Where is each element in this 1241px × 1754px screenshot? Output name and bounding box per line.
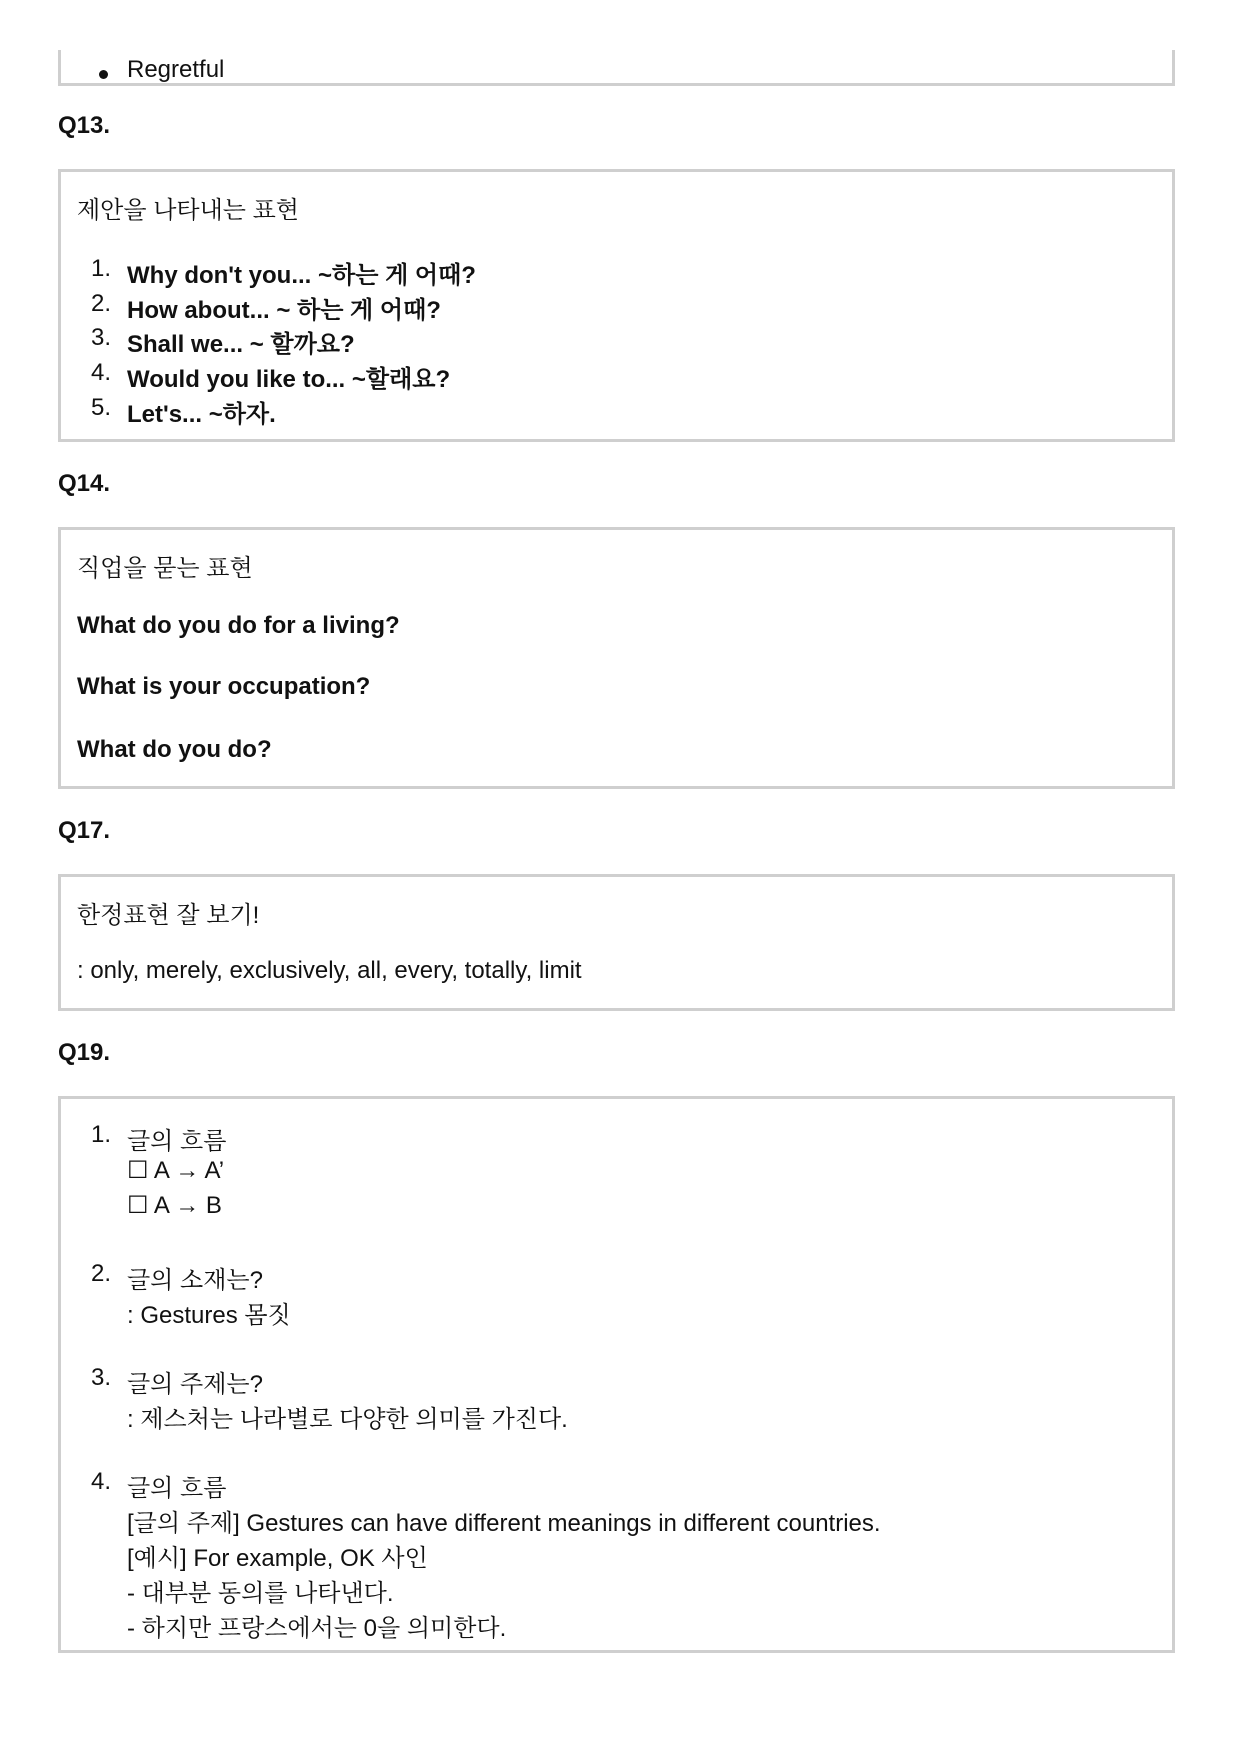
answer-box-q13	[58, 169, 1175, 442]
answer-box-q17	[58, 874, 1175, 1011]
bullet-icon	[99, 70, 108, 79]
item-line: [예시] For example, OK 사인	[127, 1545, 428, 1572]
top-answer-box	[58, 50, 1175, 86]
question-heading-q13: Q13.	[58, 112, 111, 139]
item-line: ☐ A → A’	[127, 1157, 225, 1184]
list-number: 3.	[90, 324, 111, 351]
list-item: Shall we... ~ 할까요?	[127, 331, 355, 358]
phrase: What do you do for a living?	[77, 612, 400, 639]
item-line: : 제스처는 나라별로 다양한 의미를 가진다.	[127, 1406, 568, 1433]
list-number: 2.	[90, 1260, 111, 1287]
box-intro: 제안을 나타내는 표현	[77, 197, 299, 224]
list-number: 3.	[90, 1364, 111, 1391]
list-number: 4.	[90, 359, 111, 386]
list-item: Why don't you... ~하는 게 어때?	[127, 262, 476, 289]
keyword-list: : only, merely, exclusively, all, every, totally, limit	[77, 957, 582, 984]
item-title: 글의 소재는?	[127, 1267, 263, 1294]
list-number: 1.	[90, 255, 111, 282]
list-item: Let's... ~하자.	[127, 401, 276, 428]
item-title: 글의 주제는?	[127, 1371, 263, 1398]
list-number: 5.	[90, 394, 111, 421]
item-line: - 하지만 프랑스에서는 0을 의미한다.	[127, 1615, 507, 1642]
question-heading-q17: Q17.	[58, 817, 111, 844]
phrase: What do you do?	[77, 736, 272, 763]
box-intro: 한정표현 잘 보기!	[77, 902, 260, 929]
bullet-item: Regretful	[127, 56, 225, 83]
phrase: What is your occupation?	[77, 673, 371, 700]
item-line: - 대부분 동의를 나타낸다.	[127, 1580, 394, 1607]
list-item: Would you like to... ~할래요?	[127, 366, 451, 393]
box-intro: 직업을 묻는 표현	[77, 555, 253, 582]
item-line: [글의 주제] Gestures can have different meanings in different countries.	[127, 1510, 881, 1537]
answer-box-q19	[58, 1096, 1175, 1653]
question-heading-q19: Q19.	[58, 1039, 111, 1066]
list-number: 4.	[90, 1468, 111, 1495]
list-item: How about... ~ 하는 게 어때?	[127, 297, 441, 324]
item-title: 글의 흐름	[127, 1475, 227, 1502]
list-number: 1.	[90, 1121, 111, 1148]
list-number: 2.	[90, 290, 111, 317]
answer-box-q14	[58, 527, 1175, 789]
question-heading-q14: Q14.	[58, 470, 111, 497]
item-line: : Gestures 몸짓	[127, 1302, 291, 1329]
item-title: 글의 흐름	[127, 1128, 227, 1155]
item-line: ☐ A → B	[127, 1192, 222, 1219]
